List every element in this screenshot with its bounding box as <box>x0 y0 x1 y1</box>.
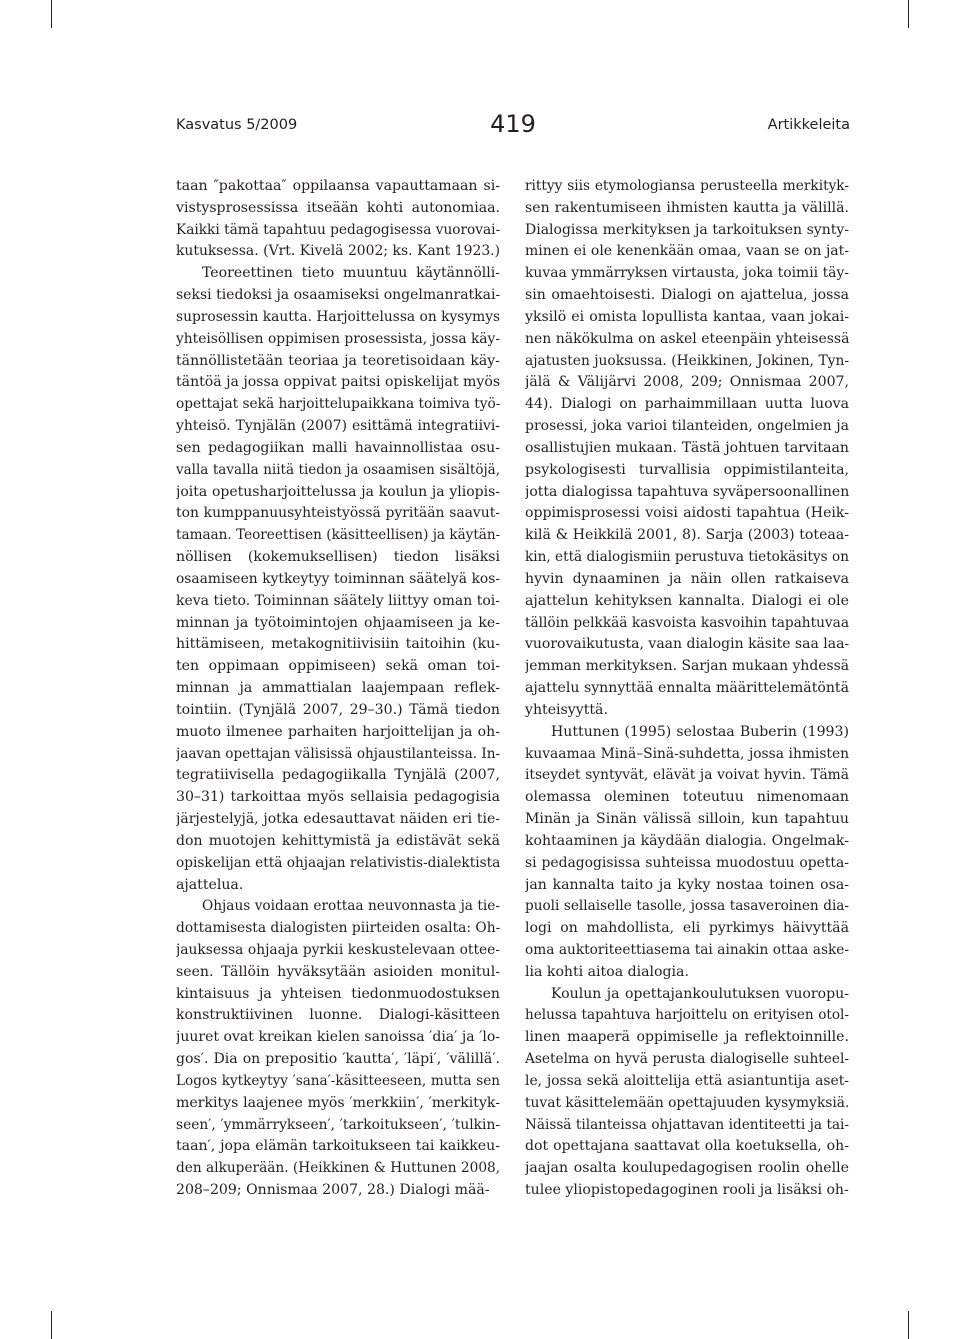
text-line: yhteisyyttä. <box>525 701 608 718</box>
text-line: tuvat käsittelemään opettajuuden kysymyksiä. <box>525 1094 849 1111</box>
crop-mark-bottom-right <box>908 1311 909 1339</box>
text-line: hittämiseen, metakognitiivisiin taitoihin (ku- <box>176 636 500 653</box>
text-line: jaavan opettajan välisissä ohjaustilanteissa. In- <box>176 745 500 762</box>
text-line: minen ei ole kenenkään omaa, vaan se on jat- <box>525 243 849 260</box>
text-line: opiskelijan että ohjaajan relativistis-dialektista <box>176 854 500 871</box>
text-line: jauksessa ohjaaja pyrkii keskustelevaan ottee- <box>176 941 500 958</box>
text-line: jälä & Välijärvi 2008, 209; Onnismaa 2007, <box>525 374 849 391</box>
text-line: vuorovaikutusta, vaan dialogin käsite saa laa- <box>525 636 849 653</box>
text-line: kilä & Heikkilä 2001, 8). Sarja (2003) toteaa- <box>525 527 849 544</box>
text-line: jaajan osalta koulupedagogisen roolin ohelle <box>525 1160 849 1177</box>
text-line: kuvaamaa Minä–Sinä-suhdetta, jossa ihmisten <box>525 745 849 762</box>
text-line: Koulun ja opettajankoulutuksen vuoropu- <box>551 985 849 1002</box>
text-line: opettajat sekä harjoittelupaikkana toimiva työ- <box>176 396 500 413</box>
text-line: seen′, ′ymmärrykseen′, ′tarkoitukseen′, ′tulkin- <box>176 1116 500 1133</box>
text-column-left <box>176 176 500 1202</box>
text-line: sen pedagogiikan malli havainnollistaa osu- <box>176 439 500 456</box>
text-line: kuvaa ymmärryksen virtausta, joka toimii täy- <box>525 265 849 282</box>
text-line: 44). Dialogi on parhaimmillaan uutta luova <box>525 396 849 413</box>
text-line: kohtaaminen ja käydään dialogia. Ongelmak- <box>525 832 849 849</box>
text-line: helussa tapahtuva harjoittelu on erityisen otol- <box>525 1007 849 1024</box>
text-line: tällöin pelkkää kasvoista kasvoihin tapahtuvaa <box>525 614 849 631</box>
text-line: valla tavalla niitä tiedon ja osaamisen sisältöjä, <box>176 461 500 478</box>
text-line: si pedagogisissa suhteissa muodostuu opetta- <box>525 854 849 871</box>
text-column-right <box>525 176 849 1202</box>
text-line: kin, että dialogismiin perustuva tietokäsitys on <box>525 549 849 566</box>
text-line: konstruktiivinen luonne. Dialogi-käsitteen <box>176 1007 500 1024</box>
text-line: dot opettajana saattavat olla koetuksella, oh- <box>525 1138 849 1155</box>
text-line: ajatusten juoksussa. (Heikkinen, Jokinen, Tyn- <box>525 352 849 369</box>
text-line: gos′. Dia on prepositio ′kautta′, ′läpi′, ′välillä′. <box>176 1051 500 1068</box>
text-line: Dialogissa merkityksen ja tarkoituksen synty- <box>525 221 849 238</box>
text-line: kutuksessa. (Vrt. Kivelä 2002; ks. Kant 1923.) <box>176 243 500 260</box>
text-line: täntöä ja jossa oppivat paitsi opiskelijat myös <box>176 374 500 391</box>
text-line: psykologisesti turvallisia oppimistilanteita, <box>525 461 849 478</box>
text-line: olemassa oleminen toteutuu nimenomaan <box>525 789 849 806</box>
text-line: tännöllistetään teoriaa ja teoretisoidaan käy- <box>176 352 500 369</box>
text-line: keva tieto. Toiminnan säätely liittyy oman toi- <box>176 592 500 609</box>
text-line: tulee yliopistopedagoginen rooli ja lisäksi oh- <box>525 1182 849 1199</box>
text-line: itseydet syntyvät, elävät ja voivat hyvin. Tämä <box>525 767 849 784</box>
text-line: Kaikki tämä tapahtuu pedagogisessa vuorovai- <box>176 221 500 238</box>
text-line: prosessi, joka varioi tilanteiden, ongelmien ja <box>525 418 849 435</box>
text-line: Huttunen (1995) selostaa Buberin (1993) <box>551 723 849 740</box>
text-line: don muotojen kehittymistä ja edistävät sekä <box>176 832 500 849</box>
text-line: yksilö ei omista lopullista kantaa, vaan jokai- <box>525 308 849 325</box>
page-number: 419 <box>490 110 536 138</box>
text-line: järjestelyjä, jotka edesauttavat näiden eri tie- <box>176 811 500 828</box>
text-line: jemman merkityksen. Sarjan mukaan yhdessä <box>525 658 849 675</box>
text-line: suprosessin kautta. Harjoittelussa on kysymys <box>176 308 500 325</box>
text-line: hyvin dynaaminen ja näin ollen ratkaiseva <box>525 570 849 587</box>
text-line: minnan ja työtoimintojen ohjaamiseen ja ke- <box>176 614 500 631</box>
text-line: puoli sellaiselle tasolle, jossa tasaveroinen dia- <box>525 898 849 915</box>
text-line: Ohjaus voidaan erottaa neuvonnasta ja tie- <box>202 898 500 915</box>
text-line: taan′, jopa elämän tarkoitukseen tai kaikkeu- <box>176 1138 500 1155</box>
text-line: Minän ja Sinän välissä silloin, kun tapahtuu <box>525 811 849 828</box>
text-line: tointiin. (Tynjälä 2007, 29–30.) Tämä tiedon <box>176 701 500 718</box>
text-line: vistysprosessissa itseään kohti autonomiaa. <box>176 199 500 216</box>
text-line: nöllisen (kokemuksellisen) tiedon lisäksi <box>176 549 500 566</box>
text-line: logi on mahdollista, eli pyrkimys häivyttää <box>525 920 849 937</box>
text-line: linen maaperä oppimiselle ja reflektoinnille. <box>525 1029 849 1046</box>
text-line: osallistujien mukaan. Tästä johtuen tarvitaan <box>525 439 849 456</box>
text-line: yhteisö. Tynjälän (2007) esittämä integratiivi- <box>176 418 500 435</box>
text-line: muoto ilmenee parhaiten harjoittelijan ja oh- <box>176 723 500 740</box>
text-line: lia kohti aitoa dialogia. <box>525 963 689 980</box>
section-name: Artikkeleita <box>767 117 850 133</box>
text-line: Teoreettinen tieto muuntuu käytännölli- <box>202 265 500 282</box>
crop-mark-top-left <box>51 0 52 28</box>
text-line: joita opetusharjoittelussa ja koulun ja yliopis- <box>176 483 500 500</box>
text-line: Asetelma on hyvä perusta dialogiselle suhteel- <box>525 1051 849 1068</box>
journal-name: Kasvatus 5/2009 <box>176 117 298 133</box>
text-line: le, jossa sekä aloittelija että asiantuntija aset- <box>525 1072 849 1089</box>
text-line: oma auktoriteettiasema tai ainakin ottaa aske- <box>525 941 849 958</box>
text-line: sen rakentumiseen ihmisten kautta ja välillä. <box>525 199 849 216</box>
text-line: ajattelu synnyttää ennalta määrittelemätöntä <box>525 680 849 697</box>
text-line: nen näkökulma on askel eteenpäin yhteisessä <box>525 330 849 347</box>
text-line: sin omaehtoisesti. Dialogi on ajattelua, jossa <box>525 287 849 304</box>
text-line: Logos kytkeytyy ′sana′-käsitteeseen, mutta sen <box>176 1072 500 1089</box>
text-line: Näissä tilanteissa ohjattavan identiteetti ja tai- <box>525 1116 849 1133</box>
text-line: jan kannalta taito ja kyky nostaa toinen osa- <box>525 876 849 893</box>
text-line: oppimisprosessi voisi aidosti tapahtua (Heik- <box>525 505 849 522</box>
text-line: ten oppimaan oppimiseen) sekä oman toi- <box>176 658 500 675</box>
text-line: minnan ja ammattialan laajempaan reflek- <box>176 680 500 697</box>
text-line: rittyy siis etymologiansa perusteella merkityk- <box>525 178 849 194</box>
text-line: ton kumppanuusyhteistyössä pyritään saavut- <box>176 505 500 522</box>
text-line: jotta dialogissa tapahtuva syväpersoonallinen <box>525 483 849 500</box>
text-line: 30–31) tarkoittaa myös sellaisia pedagogisia <box>176 789 500 806</box>
text-line: kintaisuus ja yhteisen tiedonmuodostuksen <box>176 985 500 1002</box>
crop-mark-top-right <box>908 0 909 28</box>
text-line: tamaan. Teoreettisen (käsitteellisen) ja käytän- <box>176 527 500 544</box>
text-line: tegratiivisella pedagogiikalla Tynjälä (2007, <box>176 767 500 784</box>
text-line: seen. Tällöin hyväksytään asioiden monitul- <box>176 963 500 980</box>
text-line: yhteisöllisen oppimisen prosessista, jossa käy- <box>176 330 500 347</box>
text-line: ajattelun kehityksen kannalta. Dialogi ei ole <box>525 592 849 609</box>
text-line: juuret ovat kreikan kielen sanoissa ′dia′ ja ′lo- <box>176 1029 500 1046</box>
text-line: osaamiseen kytkeytyy toiminnan säätelyä kos- <box>176 570 500 587</box>
text-line: 208–209; Onnismaa 2007, 28.) Dialogi mää- <box>176 1182 490 1199</box>
text-line: taan ″pakottaa″ oppilaansa vapauttamaan si- <box>176 178 500 194</box>
text-line: merkitys laajenee myös ′merkkiin′, ′merkityk- <box>176 1094 500 1111</box>
text-line: ajattelua. <box>176 876 244 893</box>
text-line: seksi tiedoksi ja osaamiseksi ongelmanratkai- <box>176 287 500 304</box>
text-line: den alkuperään. (Heikkinen & Huttunen 2008, <box>176 1160 500 1177</box>
crop-mark-bottom-left <box>51 1311 52 1339</box>
text-line: dottamisesta dialogisten piirteiden osalta: Oh- <box>176 920 500 937</box>
